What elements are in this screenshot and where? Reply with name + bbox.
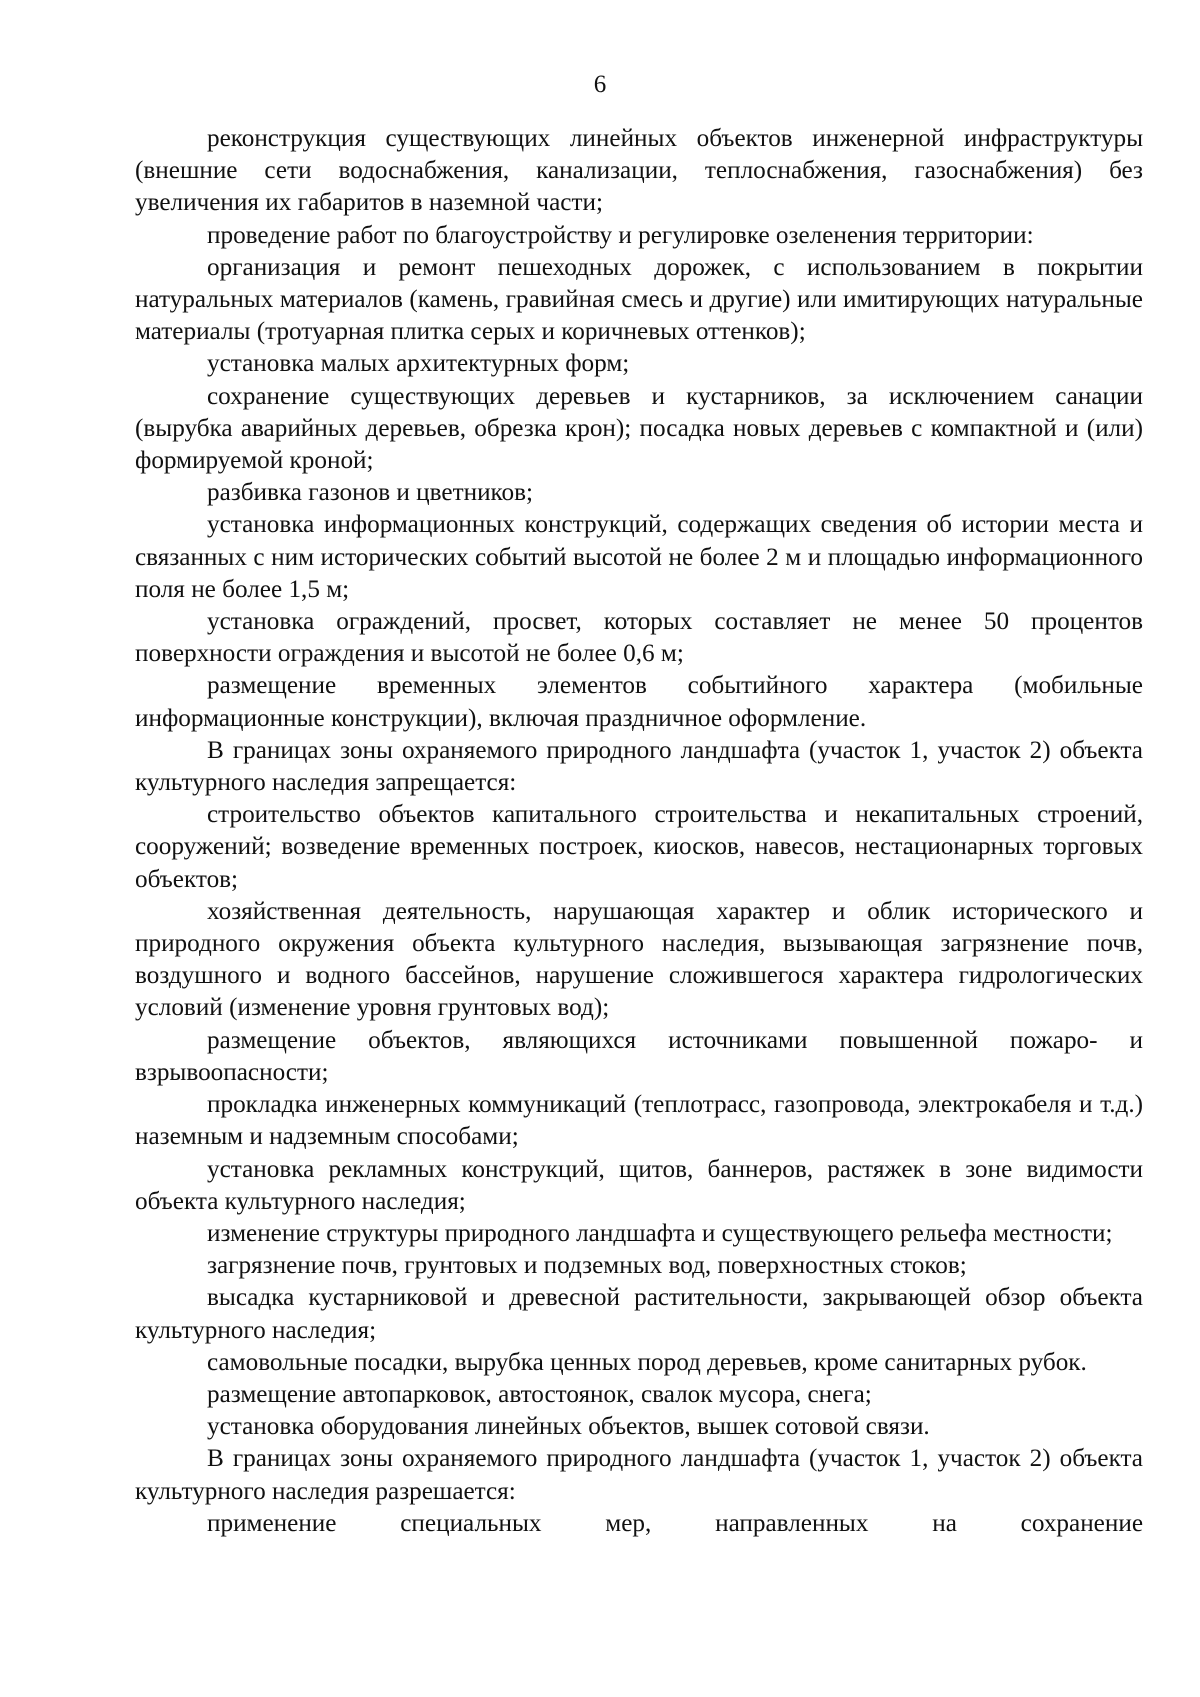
paragraph: реконструкция существующих линейных объектов инженерной инфраструктуры (внешние сети водоснабжения, канализации, теплоснабжения, газоснабжения) без увеличения их габаритов в наземной части; bbox=[135, 125, 1143, 217]
paragraph: размещение временных элементов событийного характера (мобильные информационные конструкции), включая праздничное оформление. bbox=[135, 672, 1143, 732]
page-number: 6 bbox=[593, 71, 607, 98]
paragraph: В границах зоны охраняемого природного ландшафта (участок 1, участок 2) объекта культурного наследия разрешается: bbox=[135, 1445, 1143, 1505]
paragraph: загрязнение почв, грунтовых и подземных вод, поверхностных стоков; bbox=[207, 1252, 967, 1280]
paragraph: высадка кустарниковой и древесной растительности, закрывающей обзор объекта культурного наследия; bbox=[135, 1284, 1143, 1344]
paragraph: установка оборудования линейных объектов, вышек сотовой связи. bbox=[207, 1413, 930, 1441]
paragraph: размещение автопарковок, автостоянок, свалок мусора, снега; bbox=[207, 1380, 872, 1408]
paragraph: разбивка газонов и цветников; bbox=[207, 479, 533, 507]
paragraph: установка информационных конструкций, содержащих сведения об истории места и связанных с ним исторических событий высотой не более 2 м и площадью информационного поля не более 1,5 м; bbox=[135, 511, 1143, 603]
paragraph: строительство объектов капитального строительства и некапитальных строений, сооружений; возведение временных построек, киосков, навесов, нестационарных торговых объектов; bbox=[135, 801, 1143, 893]
paragraph: установка ограждений, просвет, которых составляет не менее 50 процентов поверхности ограждения и высотой не более 0,6 м; bbox=[135, 608, 1143, 668]
paragraph: хозяйственная деятельность, нарушающая характер и облик исторического и природного окружения объекта культурного наследия, вызывающая загрязнение почв, воздушного и водного бассейнов, нарушение сложившегося характера гидрологических условий (изменение уровня грунтовых вод); bbox=[135, 897, 1143, 1022]
paragraph: применение специальных мер, направленных на сохранение bbox=[207, 1509, 1143, 1537]
paragraph: прокладка инженерных коммуникаций (теплотрасс, газопровода, электрокабеля и т.д.) наземным и надземным способами; bbox=[135, 1091, 1143, 1151]
paragraph: изменение структуры природного ландшафта и существующего рельефа местности; bbox=[207, 1219, 1113, 1247]
paragraph: проведение работ по благоустройству и регулировке озеленения территории: bbox=[207, 221, 1034, 249]
paragraph: В границах зоны охраняемого природного ландшафта (участок 1, участок 2) объекта культурного наследия запрещается: bbox=[135, 736, 1143, 797]
paragraph: установка рекламных конструкций, щитов, баннеров, растяжек в зоне видимости объекта культурного наследия; bbox=[135, 1155, 1143, 1215]
paragraph: организация и ремонт пешеходных дорожек, с использованием в покрытии натуральных материалов (камень, гравийная смесь и другие) или имитирующих натуральные материалы (тротуарная плитка серых и коричневых оттенков); bbox=[135, 253, 1143, 346]
paragraph: размещение объектов, являющихся источниками повышенной пожаро- и взрывоопасности; bbox=[135, 1026, 1143, 1086]
document-body bbox=[135, 123, 1143, 1540]
paragraph: самовольные посадки, вырубка ценных пород деревьев, кроме санитарных рубок. bbox=[207, 1348, 1087, 1376]
paragraph: установка малых архитектурных форм; bbox=[207, 350, 630, 378]
paragraph: сохранение существующих деревьев и кустарников, за исключением санации (вырубка аварийных деревьев, обрезка крон); посадка новых деревьев с компактной и (или) формируемой кроной; bbox=[135, 382, 1143, 475]
